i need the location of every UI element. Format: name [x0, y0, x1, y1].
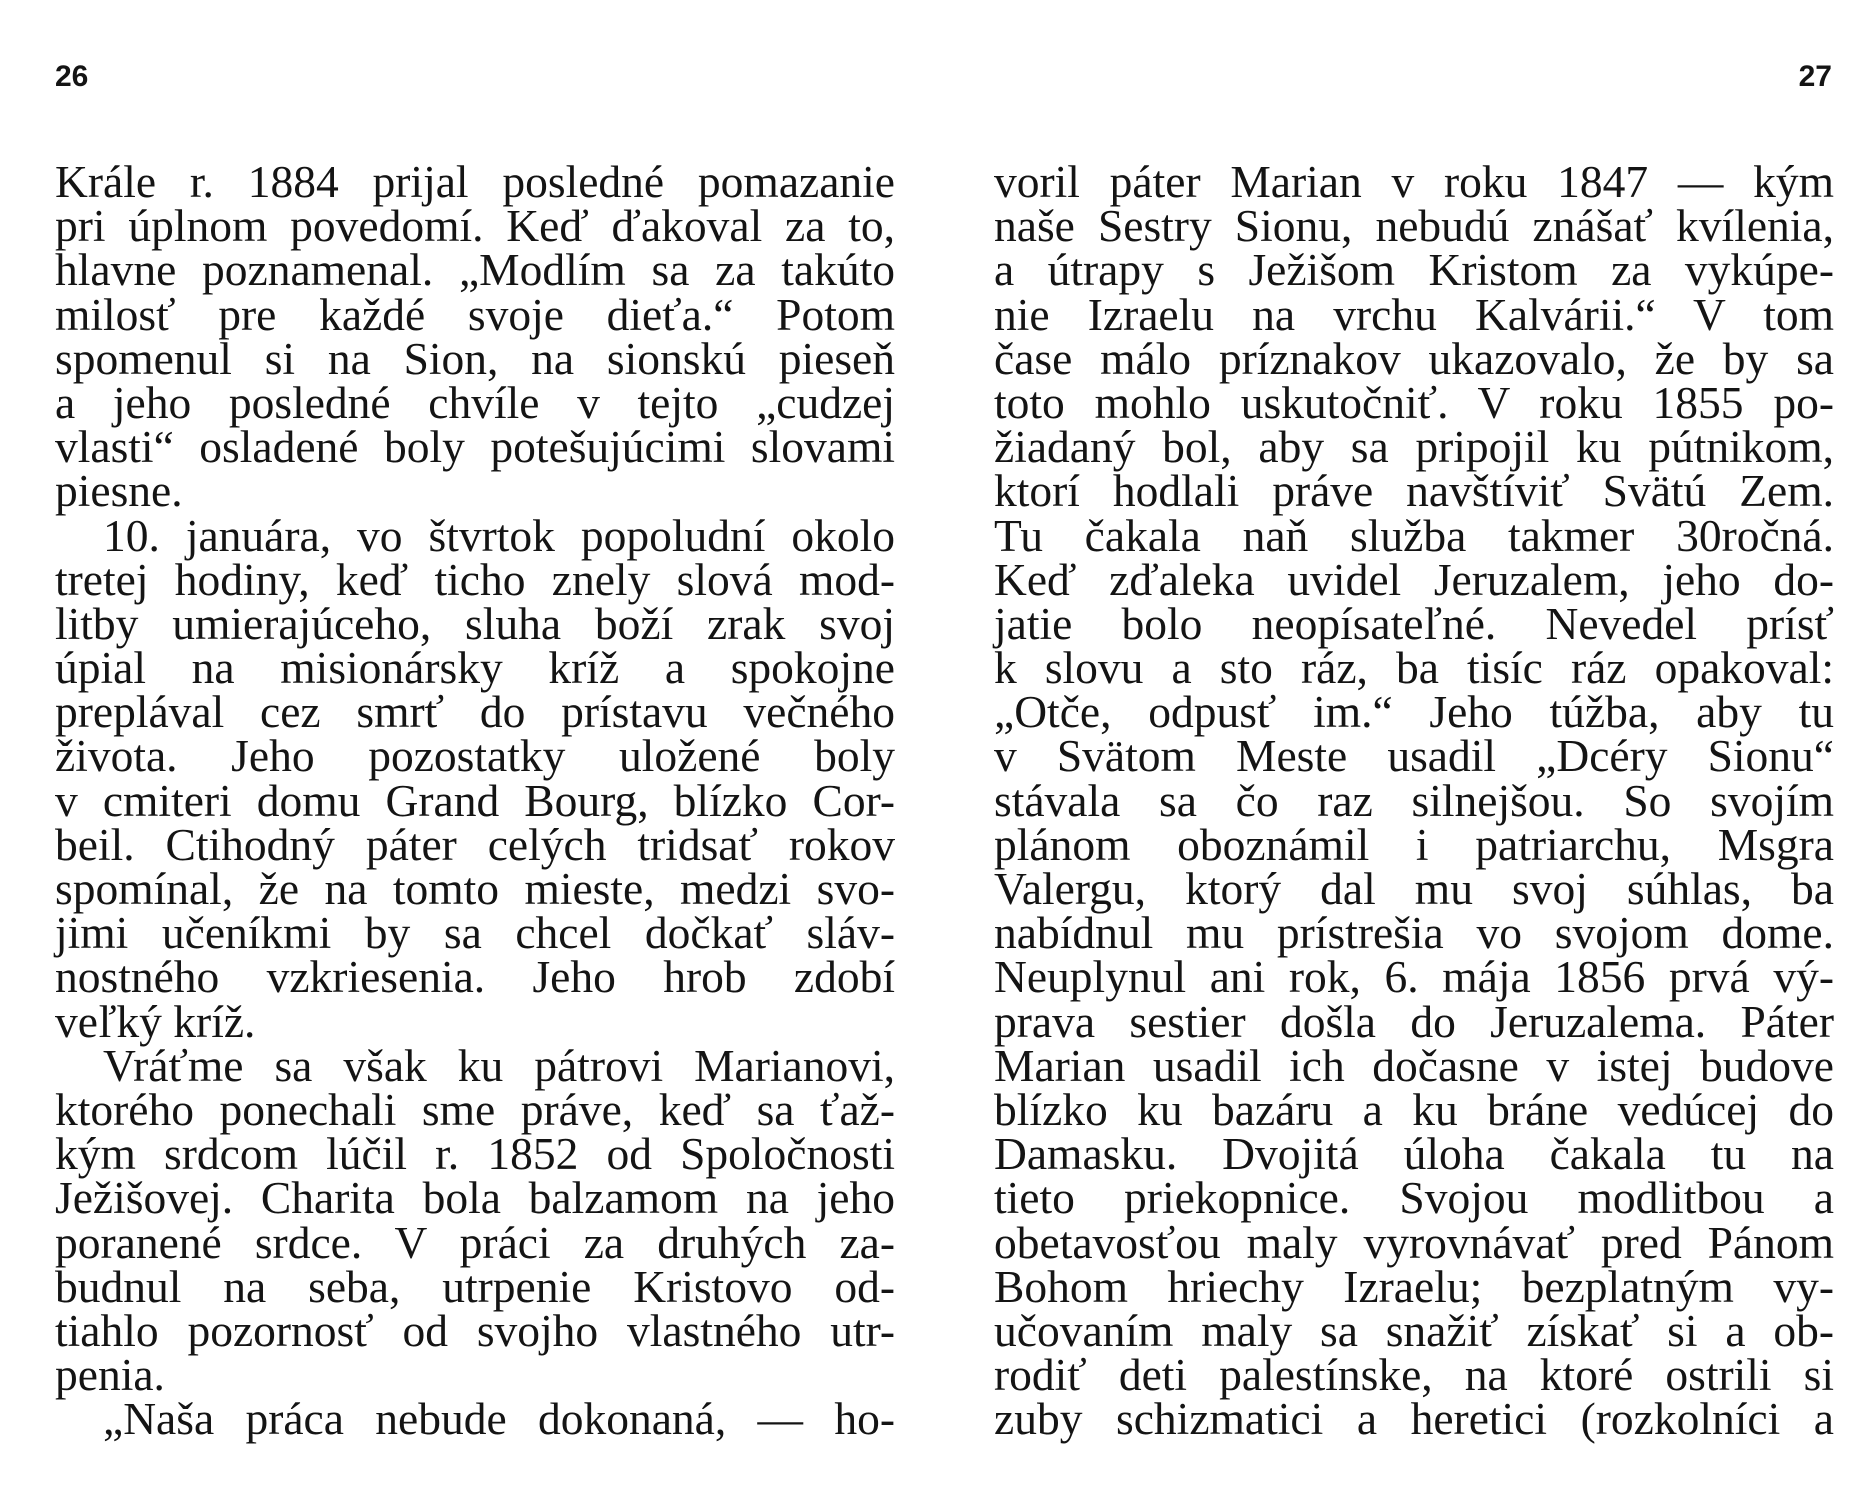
text-line: žiadaný bol, aby sa pripojil ku pútnikom,: [994, 421, 1834, 473]
text-line: spomenul si na Sion, na sionskú pieseň: [55, 332, 895, 384]
text-line: Tu čakala naň služba takmer 30ročná.: [994, 509, 1834, 561]
text-line: penia.: [55, 1349, 165, 1401]
text-line: Ježišovej. Charita bola balzamom na jeho: [55, 1172, 895, 1224]
text-line: spomínal, že na tomto mieste, medzi svo-: [55, 863, 895, 914]
left-page-text: [55, 156, 895, 1445]
text-line: nostného vzkriesenia. Jeho hrob zdobí: [55, 951, 895, 1003]
text-line: k slovu a sto ráz, ba tisíc ráz opakoval:: [994, 642, 1834, 694]
text-line: kým srdcom lúčil r. 1852 od Spoločnosti: [55, 1128, 895, 1180]
text-line: ktorí hodlali práve navštíviť Svätú Zem.: [994, 465, 1834, 517]
text-line: jimi učeníkmi by sa chcel dočkať sláv-: [55, 907, 895, 959]
text-line: litby umierajúceho, sluha boží zrak svoj: [55, 597, 895, 649]
text-line: tieto priekopnice. Svojou modlitbou a: [994, 1172, 1834, 1224]
text-line: Valergu, ktorý dal mu svoj súhlas, ba: [994, 863, 1834, 914]
page-number-left: 26: [55, 60, 89, 93]
text-line: plánom oboznámil i patriarchu, Msgra: [994, 818, 1834, 870]
text-line: obetavosťou maly vyrovnávať pred Pánom: [994, 1216, 1834, 1268]
text-line: Vráťme sa však ku pátrovi Marianovi,: [103, 1039, 895, 1091]
text-line: Marian usadil ich dočasne v istej budove: [994, 1039, 1834, 1091]
text-line: beil. Ctihodný páter celých tridsať rokov: [55, 818, 895, 870]
text-line: učovaním maly sa snažiť získať si a ob-: [994, 1304, 1834, 1356]
text-line: úpial na misionársky kríž a spokojne: [55, 642, 895, 694]
text-line: poranené srdce. V práci za druhých za-: [55, 1216, 895, 1268]
text-line: vlasti“ osladené boly potešujúcimi slovami: [55, 421, 895, 473]
text-line: nie Izraelu na vrchu Kalvárii.“ V tom: [994, 288, 1834, 340]
text-line: blízko ku bazáru a ku bráne vedúcej do: [994, 1083, 1834, 1135]
right-page-text: [994, 156, 1834, 1445]
text-line: veľký kríž.: [55, 995, 256, 1047]
text-line: v cmiteri domu Grand Bourg, blízko Cor-: [55, 774, 895, 826]
text-line: hlavne poznamenal. „Modlím sa za takúto: [55, 244, 895, 296]
text-line: Keď zďaleka uvidel Jeruzalem, jeho do-: [994, 553, 1834, 605]
text-line: „Naša práca nebude dokonaná, — ho-: [103, 1393, 895, 1445]
text-line: tretej hodiny, keď ticho znely slová mod-: [55, 553, 895, 605]
text-line: voril páter Marian v roku 1847 — kým: [994, 156, 1834, 207]
text-line: Bohom hriechy Izraelu; bezplatným vy-: [994, 1260, 1834, 1312]
text-line: toto mohlo uskutočniť. V roku 1855 po-: [994, 376, 1834, 428]
text-line: Neuplynul ani rok, 6. mája 1856 prvá vý-: [994, 951, 1834, 1003]
text-line: Damasku. Dvojitá úloha čakala tu na: [994, 1128, 1834, 1180]
text-line: nabídnul mu prístrešia vo svojom dome.: [994, 907, 1834, 959]
text-line: zuby schizmatici a heretici (rozkolníci a: [994, 1393, 1834, 1445]
text-line: preplával cez smrť do prístavu večného: [55, 686, 895, 738]
text-line: a útrapy s Ježišom Kristom za vykúpe-: [994, 244, 1834, 296]
text-line: pri úplnom povedomí. Keď ďakoval za to,: [55, 200, 895, 252]
text-line: naše Sestry Sionu, nebudú znášať kvílenia,: [994, 200, 1834, 252]
text-line: rodiť deti palestínske, na ktoré ostrili si: [994, 1349, 1834, 1401]
text-line: 10. januára, vo štvrtok popoludní okolo: [103, 509, 895, 561]
text-line: stávala sa čo raz silnejšou. So svojím: [994, 774, 1834, 826]
text-line: Krále r. 1884 prijal posledné pomazanie: [55, 156, 895, 207]
text-line: tiahlo pozornosť od svojho vlastného utr-: [55, 1304, 895, 1356]
page-number-right: 27: [1798, 60, 1832, 93]
text-line: milosť pre každé svoje dieťa.“ Potom: [55, 288, 895, 340]
text-line: „Otče, odpusť im.“ Jeho túžba, aby tu: [994, 686, 1834, 738]
text-line: v Svätom Meste usadil „Dcéry Sionu“: [994, 730, 1834, 782]
text-line: prava sestier došla do Jeruzalema. Páter: [994, 995, 1834, 1047]
text-line: čase málo príznakov ukazovalo, že by sa: [994, 332, 1834, 384]
text-line: budnul na seba, utrpenie Kristovo od-: [55, 1260, 895, 1312]
text-line: života. Jeho pozostatky uložené boly: [55, 730, 895, 782]
text-line: jatie bolo neopísateľné. Nevedel prísť: [994, 597, 1834, 649]
text-line: a jeho posledné chvíle v tejto „cudzej: [55, 376, 895, 428]
text-line: piesne.: [55, 465, 183, 517]
text-line: ktorého ponechali sme práve, keď sa ťaž-: [55, 1083, 895, 1135]
